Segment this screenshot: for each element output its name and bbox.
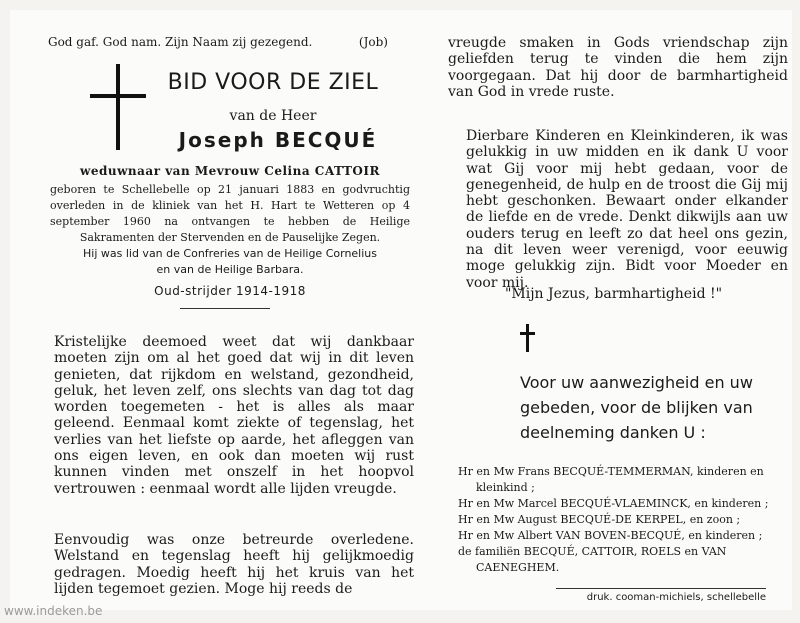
- prayer-line: "Mijn Jezus, barmhartigheid !": [504, 286, 723, 302]
- header-quote-text: God gaf. God nam. Zijn Naam zij gezegend.: [48, 35, 313, 49]
- family-line: CAENEGHEM.: [476, 561, 560, 574]
- memorial-card: [10, 10, 792, 610]
- honorific: van de Heer: [229, 108, 317, 124]
- confrerie-line: Hij was lid van de Confreries van de Heilige Cornelius: [83, 247, 377, 260]
- watermark: www.indeken.be: [4, 604, 103, 618]
- cross-icon: [90, 64, 146, 150]
- family-line: Hr en Mw Albert VAN BOVEN-BECQUÉ, en kinderen ;: [458, 529, 763, 542]
- divider: [180, 308, 270, 309]
- card-title: BID VOOR DE ZIEL: [167, 70, 379, 95]
- widower-line: weduwnaar van Mevrouw Celina CATTOIR: [80, 164, 380, 178]
- small-cross-icon: [518, 324, 538, 352]
- family-line: de familiën BECQUÉ, CATTOIR, ROELS en VAN: [458, 545, 727, 558]
- confrerie-line: en van de Heilige Barbara.: [156, 263, 304, 276]
- header-quote-source: (Job): [358, 35, 388, 49]
- tribute-paragraph: Eenvoudig was onze betreurde overledene. Welstand en tegenslag heeft hij gelijkmoedig gedragen. Moedig heeft hij het kruis van het lijden tegemoet gezien. Moge hij reeds de: [54, 532, 414, 597]
- left-page: [30, 18, 414, 608]
- family-line: Hr en Mw Marcel BECQUÉ-VLAEMINCK, en kinderen ;: [458, 497, 769, 510]
- meditation-paragraph: Kristelijke deemoed weet dat wij dankbaar moeten zijn om al het goed dat wij in dit leven genieten, dat rijkdom en welstand, gezondheid, geluk, het leven zelf, ons slechts van dag tot dag worden toegemeten - het is alles als maar geleend. Eenmaal komt ziekte of tegenslag, het verlies van het liefste op aarde, het afleggen van ons eigen leven, en ook dan moeten wij rust kunnen vinden met onszelf in het hoopvol vertrouwen : eenmaal wordt alle lijden vreugde.: [54, 334, 414, 497]
- veteran-line: Oud-strijder 1914-1918: [154, 284, 306, 298]
- deceased-name: Joseph BECQUÉ: [178, 128, 378, 152]
- printer-credit: druk. cooman-michiels, schellebelle: [556, 588, 766, 603]
- family-line: Hr en Mw August BECQUÉ-DE KERPEL, en zoon ;: [458, 513, 741, 526]
- confrerie-text: [50, 246, 410, 278]
- right-page: [436, 18, 791, 608]
- farewell-paragraph: Dierbare Kinderen en Kleinkinderen, ik was gelukkig in uw midden en ik dank U voor wat Gij voor mij hebt gedaan, voor de genegenheid, de hulp en de troost die Gij mij hebt geschonken. Bewaart onder elkander de liefde en de vrede. Denkt dikwijls aan uw ouders terug en leeft zo dat heel ons gezin, na dit leven weer verenigd, voor eeuwig moge gelukkig zijn. Bidt voor Moeder en voor mij.: [466, 128, 788, 291]
- continuation-paragraph: vreugde smaken in Gods vriendschap zijn geliefden terug te vinden die hem zijn voorgegaan. Dat hij door de barmhartigheid van God in vrede ruste.: [448, 35, 788, 100]
- family-list: [458, 464, 788, 576]
- header-quote: [48, 35, 388, 49]
- thanks-text: Voor uw aanwezigheid en uw gebeden, voor de blijken van deelneming danken U :: [520, 373, 753, 442]
- family-line: kleinkind ;: [476, 481, 535, 494]
- biography: geboren te Schellebelle op 21 januari 1883 en godvruchtig overleden in de kliniek van het H. Hart te Wetteren op 4 september 1960 na ontvangen te hebben de Heilige Sakramenten der Stervenden en de Pauselijke Zegen.: [50, 183, 410, 244]
- family-line: Hr en Mw Frans BECQUÉ-TEMMERMAN, kinderen en: [458, 465, 764, 478]
